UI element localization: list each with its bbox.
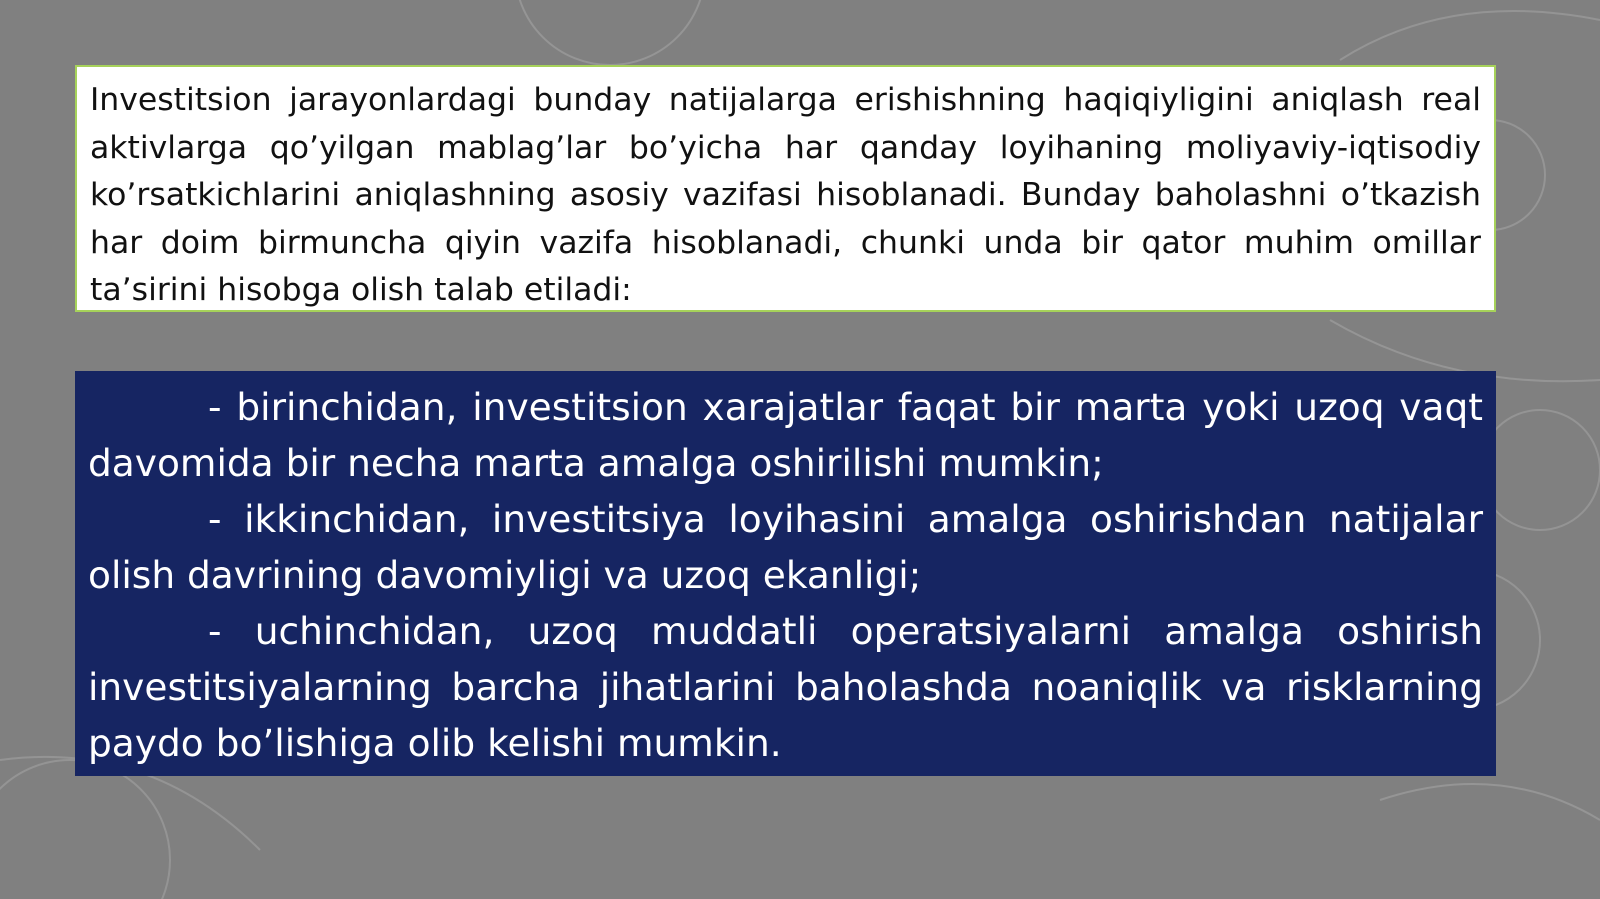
list-item-third: - uchinchidan, uzoq muddatli operatsiyalarni amalga oshirish investitsiyalarning barcha jihatlarini baholashda noaniqlik va risklarning paydo bo’lishiga olib kelishi mumkin. xyxy=(88,609,1483,765)
factors-list-box xyxy=(75,371,1496,776)
list-item-second: - ikkinchidan, investitsiya loyihasini amalga oshirishdan natijalar olish davrining davomiyligi va uzoq ekanligi; xyxy=(88,497,1483,597)
list-item-first: - birinchidan, investitsion xarajatlar faqat bir marta yoki uzoq vaqt davomida bir necha marta amalga oshirilishi mumkin; xyxy=(88,385,1483,485)
intro-text-box xyxy=(75,65,1496,312)
intro-paragraph: Investitsion jarayonlardagi bunday natijalarga erishishning haqiqiyligini aniqlash real aktivlarga qo’yilgan mablag’lar bo’yicha har qanday loyihaning moliyaviy-iqtisodiy ko’rsatkichlarini aniqlashning asosiy vazifasi hisoblanadi. Bunday baholashni o’tkazish har doim birmuncha qiyin vazifa hisoblanadi, chunki unda bir qator muhim omillar ta’sirini hisobga olish talab etiladi: xyxy=(90,82,1481,308)
